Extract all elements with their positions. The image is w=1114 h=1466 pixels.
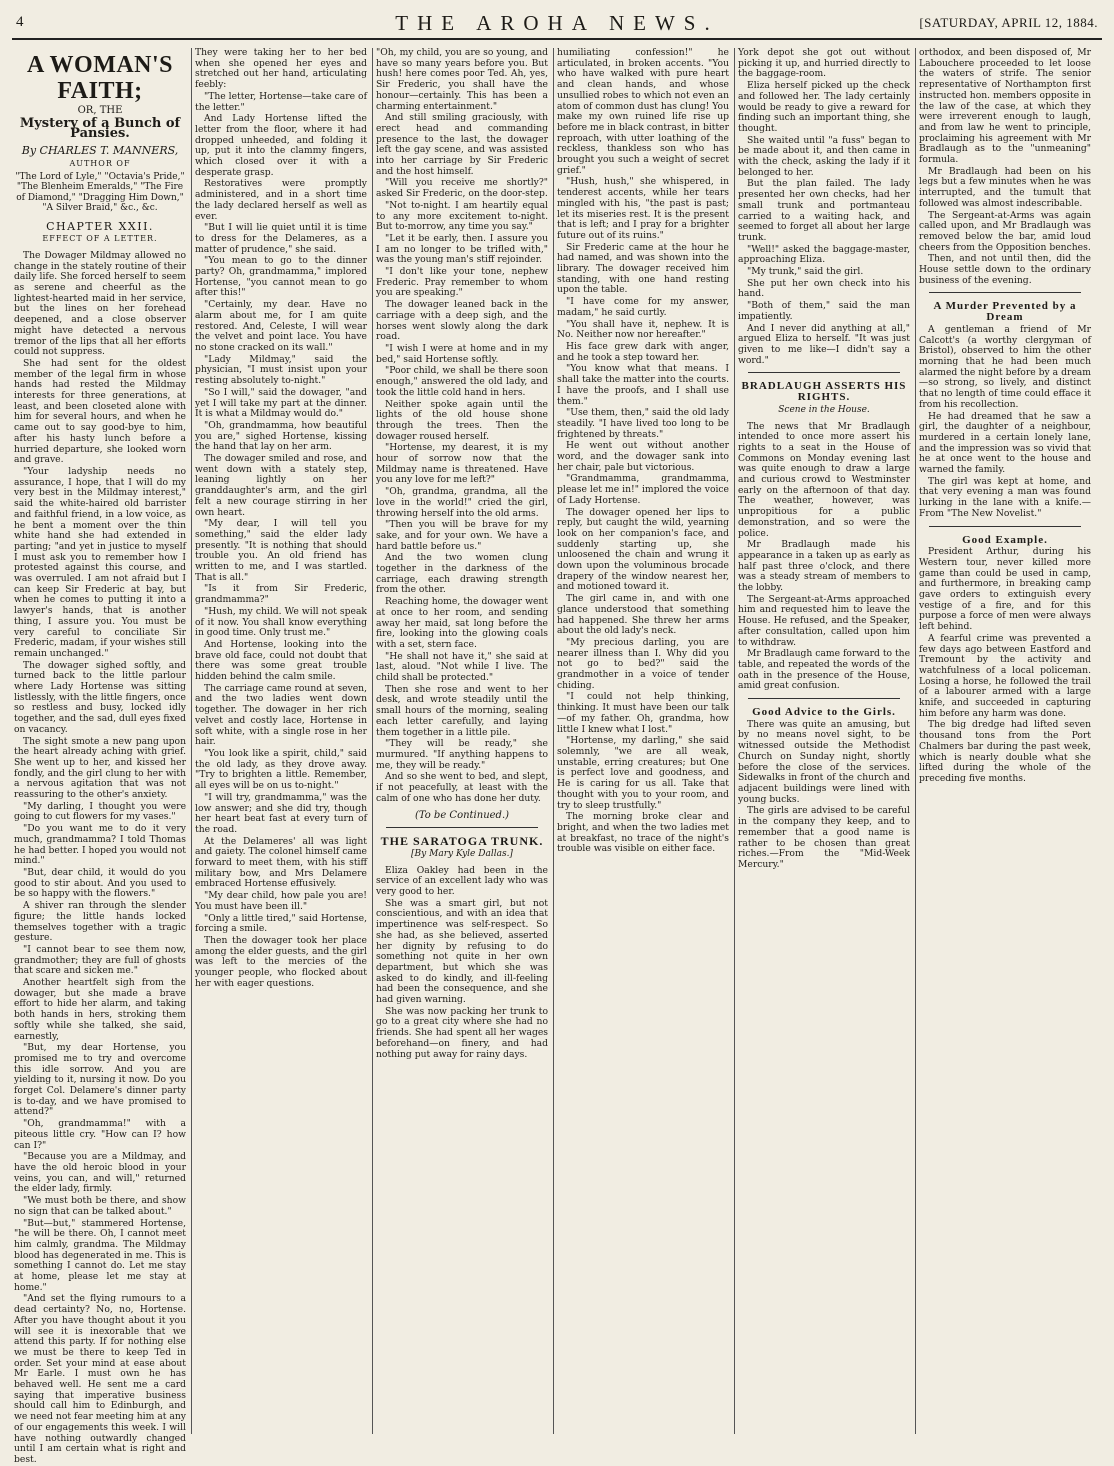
paragraph: President Arthur, during his Western tour, never killed more game than could be used in camp, and furthermore, in breaking camp gave orders to extinguish every vestige of a fire, and for this purpose a force of men were always left behind. (919, 546, 1091, 633)
paragraph: And Lady Hortense lifted the letter from the floor, where it had dropped unheeded, and folding it up, put it into the clammy fingers, which closed over it with a desperate grasp. (195, 113, 367, 178)
bradlaugh-subheading: Scene in the House. (778, 404, 870, 415)
paragraph: "I don't like your tone, nephew Frederic. Pray remember to whom you are speaking." (376, 266, 548, 299)
paragraph: She was now packing her trunk to go to a great city where she had no friends. She had spent all her wages beforehand—on finery, and had nothing put away for rainy days. (376, 1005, 548, 1060)
divider (386, 827, 538, 828)
divider (929, 526, 1081, 527)
paragraph: "Hortense, my darling," she said solemnly, "we are all weak, unstable, erring creatures; but One is perfect love and goodness, and He is caring for us all. Take that thought with you to your room, and try to sleep trustfully." (557, 735, 729, 811)
paragraph: "Only a little tired," said Hortense, forcing a smile. (195, 912, 367, 935)
paragraph: A fearful crime was prevented a few days ago between Eastford and Tremount by the activity and watchfulness of a local policeman. Losing a horse, he followed the trail of a labourer armed with a large knife, and succeeded in capturing him before any harm was done. (919, 632, 1091, 719)
paragraph: Another heartfelt sigh from the dowager, but she made a brave effort to hide her alarm, and taking both hands in hers, stroking them softly while she talked, she said, earnestly, (14, 977, 186, 1042)
paragraph: His face grew dark with anger, and he took a step toward her. (557, 340, 729, 363)
issue-date: [SATURDAY, APRIL 12, 1884. (919, 15, 1098, 30)
paragraph: The girl came in, and with one glance understood that something had happened. She threw her arms about the old lady's neck. (557, 593, 729, 637)
paragraph: Then, and not until then, did the House settle down to the ordinary business of the evening. (919, 253, 1091, 286)
paragraph: "My trunk," said the girl. (747, 266, 864, 278)
paragraph: A shiver ran through the slender figure; the little hands locked themselves together with a tragic gesture. (14, 900, 186, 944)
paragraph: "Both of them," said the man impatiently. (738, 300, 910, 322)
paragraph: Eliza herself picked up the check and followed her. The lady certainly would be ready to give a reward for finding such an important thing, she thought. (738, 80, 910, 134)
paragraph: "Hortense, my dearest, it is my hour of sorrow now that the Mildmay name is threatened. Have you any love for me left?" (376, 442, 548, 486)
divider (748, 698, 900, 699)
paragraph: "Use them, then," said the old lady steadily. "I have lived too long to be frightened by threats." (557, 407, 729, 440)
paragraph: orthodox, and been disposed of, Mr Labouchere proceeded to let loose the waters of strife. The senior representative of Northampton first instructed hon. members opposite in the law of the case, at which they were irreverent enough to laugh, and from law he went to principle, proclaiming his agreement with Mr Bradlaugh as to the "unmeaning" formula. (919, 47, 1091, 166)
serial-subtitle: Mystery of a Bunch of Pansies. (19, 115, 181, 142)
newspaper-title: THE AROHA NEWS. (395, 11, 719, 35)
paragraph: And so she went to bed, and slept, if not peacefully, at least with the calm of one who has done her duty. (376, 771, 548, 804)
paragraph: They were taking her to her bed when she opened her eyes and stretched out her hand, articulating feebly: (195, 47, 367, 91)
bradlaugh-heading: BRADLAUGH ASSERTS HIS RIGHTS. (741, 380, 907, 404)
paragraph: "I cannot bear to see them now, grandmother; they are full of ghosts that scare and sicken me." (14, 943, 186, 977)
paragraph: The dowager opened her lips to reply, but caught the wild, yearning look on her companion's face, and suddenly starting up, she unloosened the chain and wrung it down upon the voluminous brocade drapery of the window nearest her, and motioned toward it. (557, 506, 729, 593)
paragraph: "Oh, my child, you are so young, and have so many years before you. But hush! here comes poor Ted. Ah, yes, Sir Frederic, you shall have the honour—certainly. This has been a charming entertainment." (376, 47, 548, 112)
paragraph: humiliating confession!" he articulated, in broken accents. "You who have walked with pure heart and clean hands, and whose unsullied robes to which not even an atom of common dust has clung! You make my own ruined life rise up before me in black contrast, in bitter reproach, with utter loathing of the reckless, thankless son who has brought you such a weight of secret grief." (557, 47, 729, 176)
paragraph: "Will you receive me shortly?" asked Sir Frederic, on the door-step. (376, 177, 548, 200)
paragraph: "Not to-night. I am heartily equal to any more excitement to-night. But to-morrow, any time you say." (376, 199, 548, 233)
paragraph: "Do you want me to do it very much, grandmamma? I told Thomas he had better. I hoped you would not mind." (14, 823, 186, 867)
paragraph: The carriage came round at seven, and the two ladies went down together. The dowager in her rich velvet and costly lace, Hortense in soft white, with a single rose in her hair. (195, 682, 367, 748)
column-6 (919, 48, 1091, 1434)
paragraph: "Lady Mildmay," said the physician, "I must insist upon your resting absolutely to-night." (195, 353, 367, 387)
paragraph: Mr Bradlaugh made his appearance in a taken up as early as half past three o'clock, and there was a steady stream of members to the lobby. (738, 539, 910, 594)
paragraph: Mr Bradlaugh came forward to the table, and repeated the words of the oath in the presence of the House, amid great confusion. (738, 648, 911, 692)
paragraph: Neither spoke again until the lights of the old house shone through the trees. Then the dowager roused herself. (376, 398, 548, 442)
paragraph: "They will be ready," she murmured. "If anything happens to me, they will be ready." (376, 738, 548, 771)
paragraph: She was a smart girl, but not conscientious, and with an idea that impertinence was self-respect. So she had, as she believed, asserted her dignity by refusing to do something not quite in her own department, but which she was asked to do kindly, and ill-feeling had been the consequence, and she had given warning. (376, 897, 548, 1006)
paragraph: And I never did anything at all," argued Eliza to herself. "It was just given to me like—I didn't say a word." (738, 322, 910, 366)
paragraph: "I will try, grandmamma," was the low answer; and she did try, though her heart beat fast at every turn of the road. (195, 791, 367, 835)
paragraph: "You mean to go to the dinner party? Oh, grandmamma," implored Hortense, "you cannot mean to go after this!" (195, 255, 367, 299)
column-3 (376, 48, 548, 1434)
divider (929, 292, 1081, 293)
saratoga-heading: THE SARATOGA TRUNK. (380, 834, 544, 849)
column-2 (195, 48, 367, 1434)
author-of-label: AUTHOR OF (69, 158, 131, 168)
paragraph: She had sent for the oldest member of the legal firm in whose hands had rested the Mildmay interests for three generations, at least, and been closeted alone with him for several hours, and when he came out to say good-bye to him, after his hasty lunch before a hurried departure, she looked worn and grave. (14, 357, 186, 466)
paragraph: And Hortense, looking into the brave old face, could not doubt that there was some great trouble hidden behind the calm smile. (195, 638, 367, 683)
serial-title: A WOMAN'S FAITH; (26, 52, 174, 104)
serial-author: By CHARLES T. MANNERS, (21, 144, 179, 158)
paragraph: "And set the flying rumours to a dead certainty? No, no, Hortense. After you have thought about it you will see it is inexorable that we attend this party. If for nothing else we must be there to keep Ted in order. Set your mind at ease about Mr Earle. I must own he has behaved well. He sent me a card saying that imperative business should call him to Edinburgh, and we need not fear meeting him at any of our engagements this week. I will have nothing outwardly changed until I am certain what is right and best. (14, 1293, 186, 1465)
paragraph: "Poor child, we shall be there soon enough," answered the old lady, and took the little cold hand in hers. (376, 365, 548, 398)
paragraph: She put her own check into his hand. (738, 277, 910, 300)
paragraph: "My dear child, how pale you are! You must have been ill." (195, 890, 367, 912)
newspaper-page (12, 10, 1102, 1465)
saratoga-byline: [By Mary Kyle Dallas.] (411, 848, 513, 859)
paragraph: "Is it from Sir Frederic, grandmamma?" (195, 583, 367, 606)
author-works: "The Lord of Lyle," "Octavia's Pride," "The Blenheim Emeralds," "The Fire of Diamond," "Dragging Him Down," "A Silver Braid," &c., &c. (15, 171, 185, 214)
paragraph: York depot she got out without picking it up, and hurried directly to the baggage-room. (738, 47, 910, 80)
paragraph: At the Delameres' all was light and gaiety. The colonel himself came forward to meet them, with his stiff military bow, and Mrs Delamere embraced Hortense effusively. (195, 835, 367, 890)
paragraph: "Oh, grandma, grandma, all the love in the world!" cried the girl, throwing herself into the old arms. (376, 486, 548, 519)
serial-body (14, 251, 186, 1466)
paragraph: "So I will," said the dowager, "and yet I will take my part at the dinner. It is what a Mildmay would do." (195, 386, 367, 420)
paragraph: "But, dear child, it would do you good to stir about. And you used to be so happy with the flowers." (14, 867, 186, 900)
to-be-continued: (To be Continued.) (414, 809, 510, 821)
paragraph: But the plan failed. The lady presented her own checks, had her small trunk and portmanteau carried to a waiting hack, and seemed to forget all about her large trunk. (738, 178, 910, 243)
good-example-heading: Good Example. (962, 533, 1048, 546)
paragraph: The dowager leaned back in the carriage with a deep sigh, and the horses went slowly along the dark road. (376, 299, 548, 343)
paragraph: The big dredge had lifted seven thousand tons from the Port Chalmers bar during the past week, which is nearly double what she lifted during the whole of the preceding five months. (919, 719, 1091, 784)
paragraph: "The letter, Hortense—take care of the letter." (195, 90, 367, 113)
column-4 (557, 48, 729, 1434)
paragraph: "You know what that means. I shall take the matter into the courts. I have the proofs, and I shall use them." (557, 363, 729, 407)
murder-dream-heading: A Murder Prevented by a Dream (933, 300, 1077, 324)
paragraph: Then the dowager took her place among the elder guests, and the girl was left to the mercies of the younger people, who flocked about her with eager questions. (195, 934, 367, 989)
paragraph: "Let it be early, then. I assure you I am no longer to be trifled with," was the young man's stiff rejoinder. (376, 232, 548, 266)
chapter-heading: CHAPTER XXII. (46, 219, 154, 233)
paragraph: "My dear, I will tell you something," said the elder lady presently. "It is nothing that should trouble you. An old friend has written to me, and I was startled. That is all." (195, 518, 367, 583)
paragraph: "Oh, grandmamma!" with a piteous little cry. "How can I? how can I?" (14, 1118, 186, 1151)
paragraph: She waited until "a fuss" began to be made about it, and then came in with the check, asking the lady if it belonged to her. (738, 134, 910, 178)
paragraph: "I wish I were at home and in my bed," said Hortense softly. (376, 342, 548, 365)
paragraph: Then she rose and went to her desk, and wrote steadily until the small hours of the morning, sealing each letter carefully, and laying them together in a little pile. (376, 683, 548, 738)
paragraph: Sir Frederic came at the hour he had named, and was shown into the library. The dowager received him standing, with one hand resting upon the table. (557, 241, 729, 296)
paragraph: "Hush, hush," she whispered, in tenderest accents, while her tears mingled with his, "the past is past; let its miseries rest. It is the present that is left; and I pray for a brighter future out of its ruins." (557, 176, 729, 241)
paragraph: The news that Mr Bradlaugh intended to once more assert his rights to a seat in the House of Commons on Monday evening last was quite enough to draw a large and curious crowd to Westminster early on the afternoon of that day. The weather, however, was unpropitious for a public demonstration, and so were the police. (738, 420, 910, 539)
paragraph: A gentleman a friend of Mr Calcott's (a worthy clergyman of Bristol), observed to him the other morning that he had been much alarmed the night before by a dream—so strong, so lively, and distinct that no length of time could efface it from his recollection. (919, 323, 1091, 410)
paragraph: "My darling, I thought you were going to cut flowers for my vases." (14, 800, 186, 823)
paragraph: "Certainly, my dear. Have no alarm about me, for I am quite restored. And, Celeste, I will wear the velvet and point lace. You have no stone cracked on its wall." (195, 299, 367, 353)
paragraph: Reaching home, the dowager went at once to her room, and sending away her maid, sat long before the fire, looking into the glowing coals with a set, stern face. (376, 596, 548, 650)
column-1 (14, 48, 186, 1465)
paragraph: The sight smote a new pang upon the heart already aching with grief. She went up to her, and kissed her fondly, and the girl clung to her with a nervous agitation that was not reassuring to the other's anxiety. (14, 735, 186, 801)
paragraph: "Because you are a Mildmay, and have the old heroic blood in your veins, you can, and will," returned the elder lady, firmly. (14, 1151, 186, 1195)
masthead (12, 10, 1102, 40)
paragraph: "Hush, my child. We will not speak of it now. You shall know everything in good time. Only trust me." (195, 605, 367, 639)
paragraph: Eliza Oakley had been in the service of an excellent lady who was very good to her. (376, 864, 548, 898)
chapter-subheading: EFFECT OF A LETTER. (42, 234, 158, 244)
paragraph: "Then you will be brave for my sake, and for your own. We have a hard battle before us." (376, 519, 548, 552)
paragraph: "I could not help thinking, thinking. It must have been our talk—of my father. Oh, grandma, how little I knew what I lost." (557, 691, 729, 735)
column-5 (738, 48, 910, 1434)
page-number: 4 (16, 14, 24, 30)
paragraph: He had dreamed that he saw a girl, the daughter of a neighbour, murdered in a certain lonely lane, and the impression was so vivid that he at once went to the house and warned the family. (919, 410, 1091, 476)
paragraph: "But—but," stammered Hortense, "he will be there. Oh, I cannot meet him calmly, grandma. The Mildmay blood has degenerated in me. This is something I cannot do. Let me stay at home, please let me stay at home." (14, 1217, 186, 1293)
paragraph: "My precious darling, you are nearer illness than I. Why did you not go to bed?" said the grandmother in a voice of tender chiding. (557, 636, 729, 691)
paragraph: There was quite an amusing, but by no means novel sight, to be witnessed outside the Methodist Church on Sunday night, shortly before the close of the services. Sidewalks in front of the church and adjacent buildings were lined with young bucks. (738, 718, 910, 805)
paragraph: "You shall have it, nephew. It is No. Neither now nor hereafter." (557, 318, 729, 341)
paragraph: "Oh, grandmamma, how beautiful you are," sighed Hortense, kissing the hand that lay on her arm. (195, 419, 367, 453)
paragraph: "Your ladyship needs no assurance, I hope, that I will do my very best in the Mildmay interest," said the white-haired old barrister and faithful friend, in a low voice, as he bent a moment over the thin white hand she had extended in parting; "and yet in justice to myself I must ask you to remember how I protested against this course, and was overruled. I am not afraid but I can keep Sir Frederic at bay, but when he comes to putting it into a lawyer's hands, that is another thing, I assure you. You must be very careful to conciliate Sir Frederic, madam, if your wishes still remain unchanged." (14, 465, 186, 659)
paragraph: "I have come for my answer, madam," he said curtly. (557, 296, 729, 318)
paragraph: The dowager smiled and rose, and went down with a stately step, leaning lightly on her granddaughter's arm, and the girl felt a new courage stirring in her own heart. (195, 453, 367, 518)
paragraph: And the two women clung together in the darkness of the carriage, each drawing strength from the other. (376, 552, 548, 596)
paragraph: And still smiling graciously, with erect head and commanding presence to the last, the dowager left the gay scene, and was assisted into her carriage by Sir Frederic and the host himself. (376, 112, 548, 177)
paragraph: The Sergeant-at-Arms approached him and requested him to leave the House. He refused, and the Speaker, after consultation, called upon him to withdraw. (738, 593, 910, 648)
paragraph: Mr Bradlaugh had been on his legs but a few minutes when he was interrupted, and the tumult that followed was almost indescribable. (919, 165, 1091, 209)
paragraph: "Grandmamma, grandmamma, please let me in!" implored the voice of Lady Hortense. (557, 473, 729, 506)
serial-or: OR, THE (77, 105, 123, 116)
article-columns (12, 47, 1102, 1465)
paragraph: "He shall not have it," she said at last, aloud. "Not while I live. The child shall be protected." (376, 650, 548, 684)
paragraph: "But I will lie quiet until it is time to dress for the Delameres, as a matter of prudence," she said. (195, 222, 367, 255)
paragraph: The Sergeant-at-Arms was again called upon, and Mr Bradlaugh was removed below the bar, amid loud cheers from the Opposition benches. (919, 209, 1091, 253)
paragraph: The morning broke clear and bright, and when the two ladies met at breakfast, no trace of the night's trouble was visible on either face. (557, 811, 729, 855)
divider (748, 372, 900, 373)
paragraph: "We must both be there, and show no sign that can be talked about." (14, 1195, 186, 1217)
paragraph: "Well!" asked the baggage-master, approaching Eliza. (738, 243, 910, 266)
good-advice-heading: Good Advice to the Girls. (752, 706, 896, 719)
paragraph: He went out without another word, and the dowager sank into her chair, pale but victorious. (557, 440, 729, 473)
paragraph: Restoratives were promptly administered, and in a short time the lady declared herself as well as ever. (195, 178, 367, 222)
paragraph: The girls are advised to be careful in the company they keep, and to remember that a good name is rather to be chosen than great riches.—From the "Mid-Week Mercury." (738, 805, 910, 870)
paragraph: The Dowager Mildmay allowed no change in the stately routine of their daily life. She forced herself to seem as serene and cheerful as the lightest-hearted maid in her service, but the lines on her forehead deepened, and a close observer might have detected a nervous tremor of the lips that all her efforts could not suppress. (14, 249, 186, 358)
paragraph: "But, my dear Hortense, you promised me to try and overcome this idle sorrow. And you are yielding to it, nursing it now. Do you forget Col. Delamere's dinner party is to-day, and we have promised to attend?" (14, 1042, 186, 1118)
paragraph: "You look like a spirit, child," said the old lady, as they drove away. "Try to brighten a little. Remember, all eyes will be on us to-night." (195, 748, 367, 792)
paragraph: The girl was kept at home, and that very evening a man was found lurking in the lane with a knife.—From "The New Novelist." (919, 475, 1091, 519)
paragraph: The dowager sighed softly, and turned back to the little parlour where Lady Hortense was sitting listlessly, with the little fingers, once so restless and busy, locked idly together, and the sad, dull eyes fixed on vacancy. (14, 659, 186, 735)
